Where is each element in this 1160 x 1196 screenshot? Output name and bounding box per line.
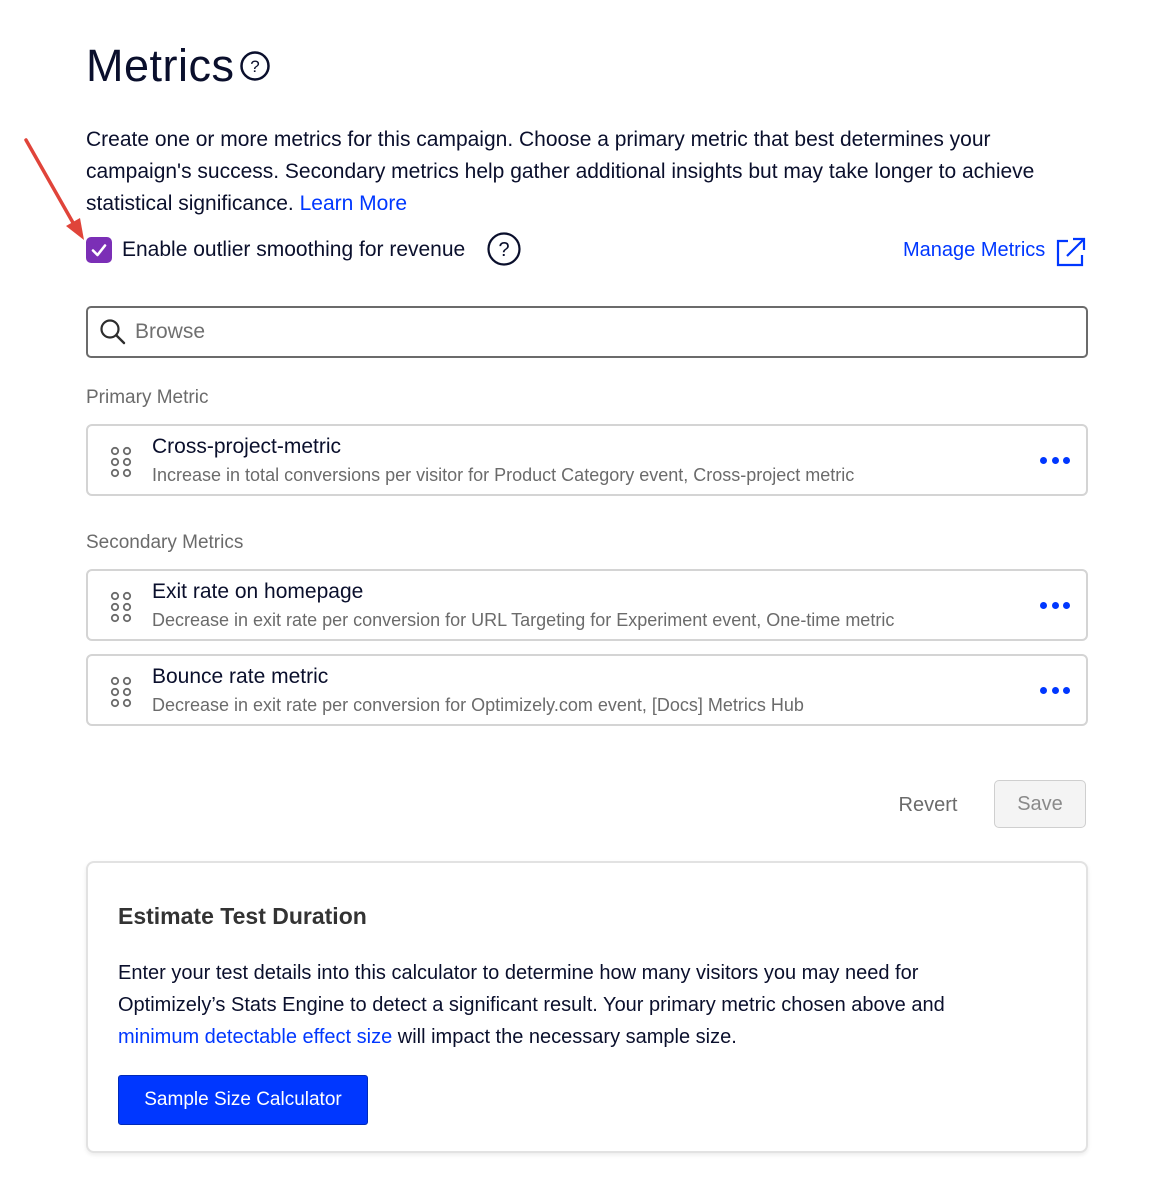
- svg-text:?: ?: [498, 239, 510, 261]
- help-icon[interactable]: [487, 232, 521, 266]
- drag-handle-icon[interactable]: [110, 591, 132, 623]
- drag-handle-icon[interactable]: [110, 676, 132, 708]
- svg-text:?: ?: [250, 57, 260, 76]
- learn-more-link[interactable]: Learn More: [299, 192, 407, 215]
- external-link-icon[interactable]: [1054, 236, 1086, 268]
- metric-title: Exit rate on homepage: [152, 580, 364, 603]
- estimate-title: Estimate Test Duration: [118, 903, 367, 929]
- revert-button[interactable]: Revert: [880, 782, 976, 828]
- page-description: [86, 124, 1086, 220]
- metric-card-secondary[interactable]: [86, 654, 1088, 726]
- checkmark-icon: [90, 241, 108, 259]
- annotation-arrow-icon: [18, 136, 88, 242]
- metric-card-primary[interactable]: [86, 424, 1088, 496]
- metric-title: Bounce rate metric: [152, 665, 329, 688]
- more-options-icon[interactable]: [1040, 448, 1070, 472]
- metric-description: Decrease in exit rate per conversion for URL Targeting for Experiment event, One-time metric: [152, 610, 895, 630]
- help-icon[interactable]: [240, 51, 270, 81]
- description-text: Create one or more metrics for this campaign. Choose a primary metric that best determines your campaign's success. Secondary metrics help gather additional insights but may take longer to achieve statistical significance.: [86, 128, 1035, 215]
- manage-metrics-link[interactable]: Manage Metrics: [903, 239, 1046, 261]
- metric-description: Decrease in exit rate per conversion for Optimizely.com event, [Docs] Metrics Hub: [152, 695, 804, 715]
- estimate-text: Enter your test details into this calculator to determine how many visitors you may need for Optimizely’s Stats Engine to detect a significant result. Your primary metric chosen above and: [118, 962, 945, 1016]
- secondary-metrics-heading: Secondary Metrics: [86, 532, 244, 553]
- outlier-smoothing-checkbox[interactable]: [86, 237, 112, 263]
- estimate-duration-card: [86, 861, 1088, 1153]
- metric-description: Increase in total conversions per visitor for Product Category event, Cross-project metric: [152, 465, 855, 485]
- estimate-text-end: will impact the necessary sample size.: [397, 1026, 737, 1048]
- mde-link[interactable]: minimum detectable effect size: [118, 1026, 393, 1048]
- page-title: Metrics: [86, 40, 235, 91]
- estimate-description: [118, 957, 1018, 1053]
- metric-card-secondary[interactable]: [86, 569, 1088, 641]
- more-options-icon[interactable]: [1040, 678, 1070, 702]
- outlier-smoothing-label[interactable]: Enable outlier smoothing for revenue: [122, 238, 466, 261]
- browse-input[interactable]: [135, 310, 1035, 354]
- search-icon: [99, 318, 127, 346]
- drag-handle-icon[interactable]: [110, 446, 132, 478]
- sample-size-calculator-button[interactable]: Sample Size Calculator: [118, 1075, 368, 1125]
- primary-metric-heading: Primary Metric: [86, 387, 209, 408]
- metric-title: Cross-project-metric: [152, 435, 342, 458]
- more-options-icon[interactable]: [1040, 593, 1070, 617]
- save-button[interactable]: Save: [994, 780, 1086, 828]
